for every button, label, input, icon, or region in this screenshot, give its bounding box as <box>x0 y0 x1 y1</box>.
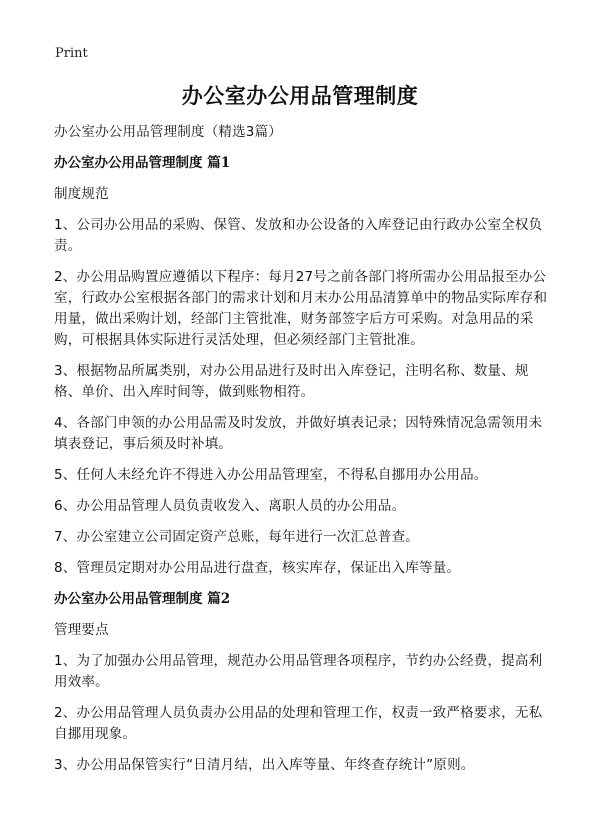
section-2 <box>54 589 548 776</box>
section-heading-number: 2 <box>220 591 231 607</box>
list-item: 7、办公室建立公司固定资产总账，每年进行一次汇总普查。 <box>54 529 419 545</box>
list-item: 2、办公用品购置应遵循以下程序：每月27号之前各部门将所需办公用品报至办公室，行政办公室根据各部门的需求计划和月末办公用品清算单中的物品实际库存和用量，做出采购计划，经部门主管批准，财务部签字后方可采购。对急用品的采购，可根据具体实际进行灵活处理，但必须经部门主管批准。 <box>54 269 548 348</box>
section-1 <box>54 153 548 579</box>
section-heading-text: 办公室办公用品管理制度 篇 <box>54 591 221 607</box>
section-heading-text: 办公室办公用品管理制度 篇 <box>54 155 221 171</box>
document-title: 办公室办公用品管理制度 <box>181 84 419 108</box>
list-item: 6、办公用品管理人员负责收发入、离职人员的办公用品。 <box>54 498 406 514</box>
list-item: 5、任何人未经允许不得进入办公用品管理室，不得私自挪用办公用品。 <box>54 467 488 483</box>
list-item: 3、根据物品所属类别，对办公用品进行及时出入库登记，注明名称、数量、规格、单价、出入库时间等，做到账物相符。 <box>54 363 529 400</box>
document-subtitle: 办公室办公用品管理制度（精选3篇） <box>54 124 282 140</box>
section-heading <box>54 589 548 610</box>
list-item: 4、各部门申领的办公用品需及时发放，并做好填表记录；因特殊情况急需领用未填表登记，事后须及时补填。 <box>54 415 543 452</box>
print-link[interactable]: Print <box>55 46 88 61</box>
document-body <box>54 122 548 786</box>
section-heading-number: 1 <box>220 155 231 171</box>
list-item: 2、办公用品管理人员负责办公用品的处理和管理工作，权责一致严格要求，无私自挪用现象。 <box>54 705 543 742</box>
section-heading <box>54 153 548 174</box>
list-item: 8、管理员定期对办公用品进行盘查，核实库存，保证出入库等量。 <box>54 560 461 576</box>
list-item: 3、办公用品保管实行“日清月结，出入库等量、年终查存统计”原则。 <box>54 757 475 773</box>
section-subheading: 制度规范 <box>54 186 109 202</box>
section-subheading: 管理要点 <box>54 622 109 638</box>
list-item: 1、为了加强办公用品管理，规范办公用品管理各项程序，节约办公经费，提高利用效率。 <box>54 653 543 690</box>
list-item: 1、公司办公用品的采购、保管、发放和办公设备的入库登记由行政办公室全权负责。 <box>54 217 543 254</box>
